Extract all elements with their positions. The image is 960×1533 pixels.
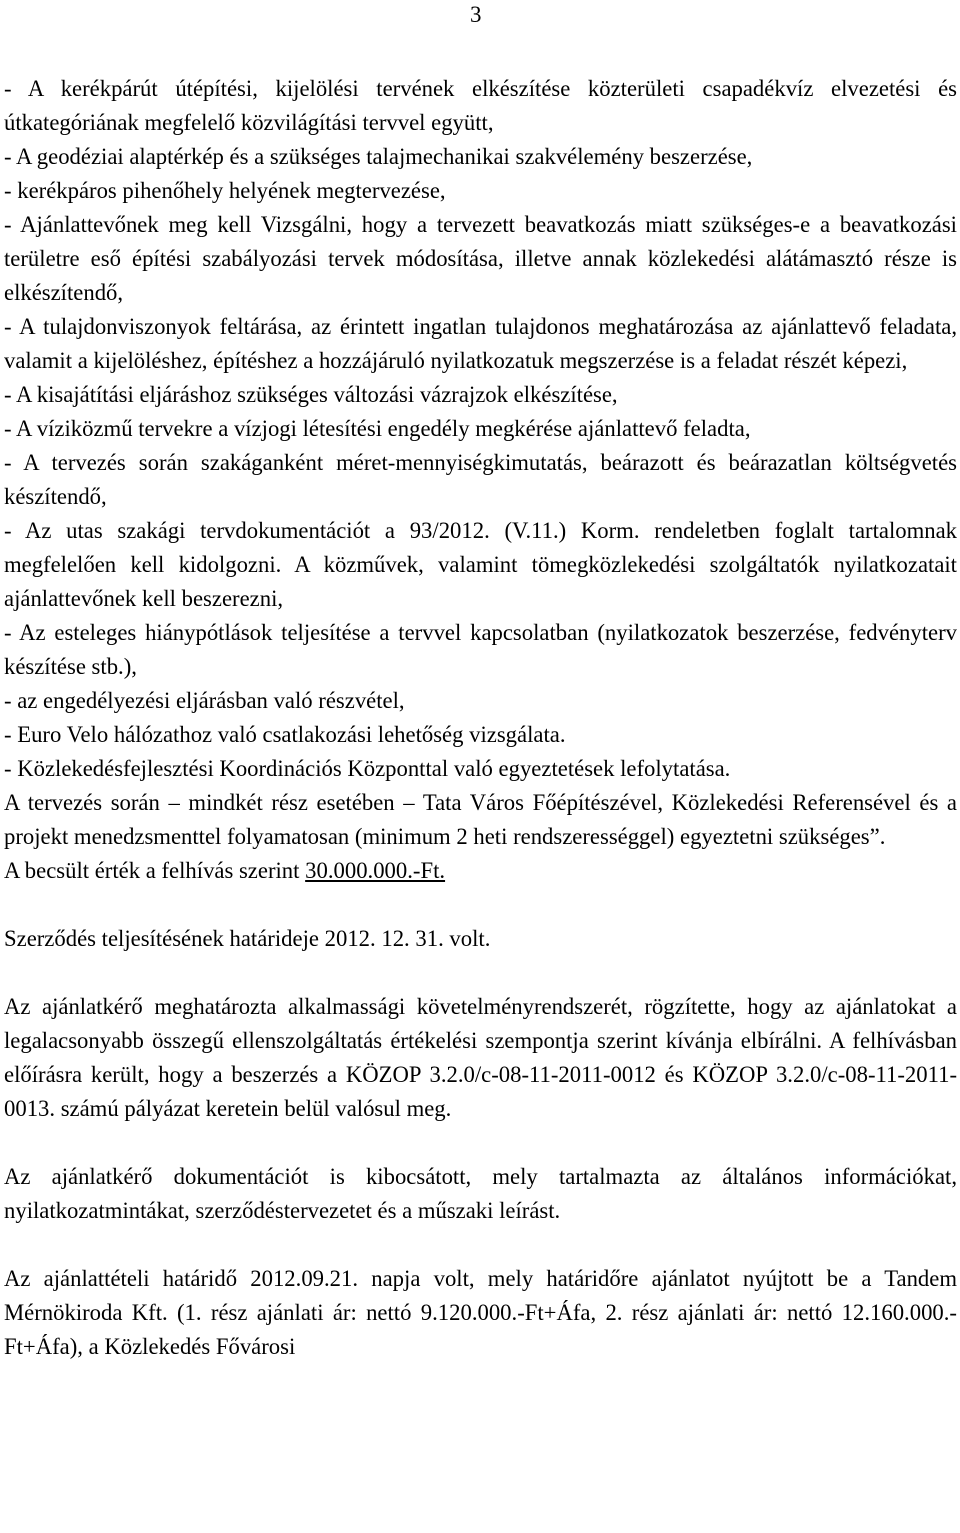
bullet-item: - A víziközmű tervekre a vízjogi létesítési engedély megkérése ajánlattevő feladta, [4, 416, 751, 441]
estimate-value: 30.000.000.-Ft. [305, 858, 446, 883]
coordination-paragraph: A tervezés során – mindkét rész esetében – Tata Város Főépítészével, Közlekedési Referensével és a projekt menedzsmenttel folyamatosan (minimum 2 heti rendszerességgel) egyeztetni szükséges”. [4, 790, 957, 849]
estimate-prefix: A becsült érték a felhívás szerint [4, 858, 306, 883]
bullet-item: - A kisajátítási eljáráshoz szükséges változási vázrajzok elkészítése, [4, 382, 618, 407]
bullet-item: - Közlekedésfejlesztési Koordinációs Központtal való egyeztetések lefolytatása. [4, 756, 731, 781]
documentation-paragraph: Az ajánlatkérő dokumentációt is kibocsátott, mely tartalmazta az általános információkat, nyilatkozatmintákat, szerződéstervezetet és a műszaki leírást. [4, 1164, 957, 1223]
bullet-item: - A geodéziai alaptérkép és a szükséges talajmechanikai szakvélemény beszerzése, [4, 144, 753, 169]
offers-paragraph: Az ajánlattételi határidő 2012.09.21. napja volt, mely határidőre ajánlatot nyújtott be a Tandem Mérnökiroda Kft. (1. rész ajánlati ár: nettó 9.120.000.-Ft+Áfa, 2. rész ajánlati ár: nettó 12.160.000.-Ft+Áfa), a Közlekedés Fővárosi [4, 1266, 957, 1359]
bullet-item: - A kerékpárút útépítési, kijelölési tervének elkészítése közterületi csapadékvíz elvezetési és útkategóriának megfelelő közvilágítási tervvel együtt, [4, 76, 957, 135]
bullet-item: - A tulajdonviszonyok feltárása, az érintett ingatlan tulajdonos meghatározása az ajánlattevő feladata, valamit a kijelöléshez, építéshez a hozzájáruló nyilatkozatuk megszerzése is a feladat részét képezi, [4, 314, 957, 373]
bullet-item: - az engedélyezési eljárásban való részvétel, [4, 688, 405, 713]
estimate-paragraph [4, 854, 957, 888]
document-body [4, 72, 957, 1364]
deadline-paragraph: Szerződés teljesítésének határideje 2012. 12. 31. volt. [4, 926, 491, 951]
evaluation-paragraph: Az ajánlatkérő meghatározta alkalmassági követelményrendszerét, rögzítette, hogy az ajánlatokat a legalacsonyabb összegű ellenszolgáltatás értékelési szempontja szerint kívánja elbírálni. A felhívásban előírásra került, hogy a beszerzés a KÖZOP 3.2.0/c-08-11-2011-0012 és KÖZOP 3.2.0/c-08-11-2011-0013. számú pályázat keretein belül valósul meg. [4, 994, 957, 1121]
bullet-item: - kerékpáros pihenőhely helyének megtervezése, [4, 178, 446, 203]
bullet-item: - Az esteleges hiánypótlások teljesítése a tervvel kapcsolatban (nyilatkozatok beszerzése, fedvényterv készítése stb.), [4, 620, 957, 679]
page-number: 3 [470, 2, 482, 27]
bullet-item: - Az utas szakági tervdokumentációt a 93/2012. (V.11.) Korm. rendeletben foglalt tartalomnak megfelelően kell kidolgozni. A közművek, valamint tömegközlekedési szolgáltatók nyilatkozatait ajánlattevőnek kell beszerezni, [4, 518, 957, 611]
bullet-item: - Euro Velo hálózathoz való csatlakozási lehetőség vizsgálata. [4, 722, 566, 747]
bullet-item: - A tervezés során szakáganként méret-mennyiségkimutatás, beárazott és beárazatlan költségvetés készítendő, [4, 450, 957, 509]
bullet-item: - Ajánlattevőnek meg kell Vizsgálni, hogy a tervezett beavatkozás miatt szükséges-e a beavatkozási területre eső építési szabályozási tervek módosítása, illetve annak közlekedési alátámasztó része is elkészítendő, [4, 212, 957, 305]
